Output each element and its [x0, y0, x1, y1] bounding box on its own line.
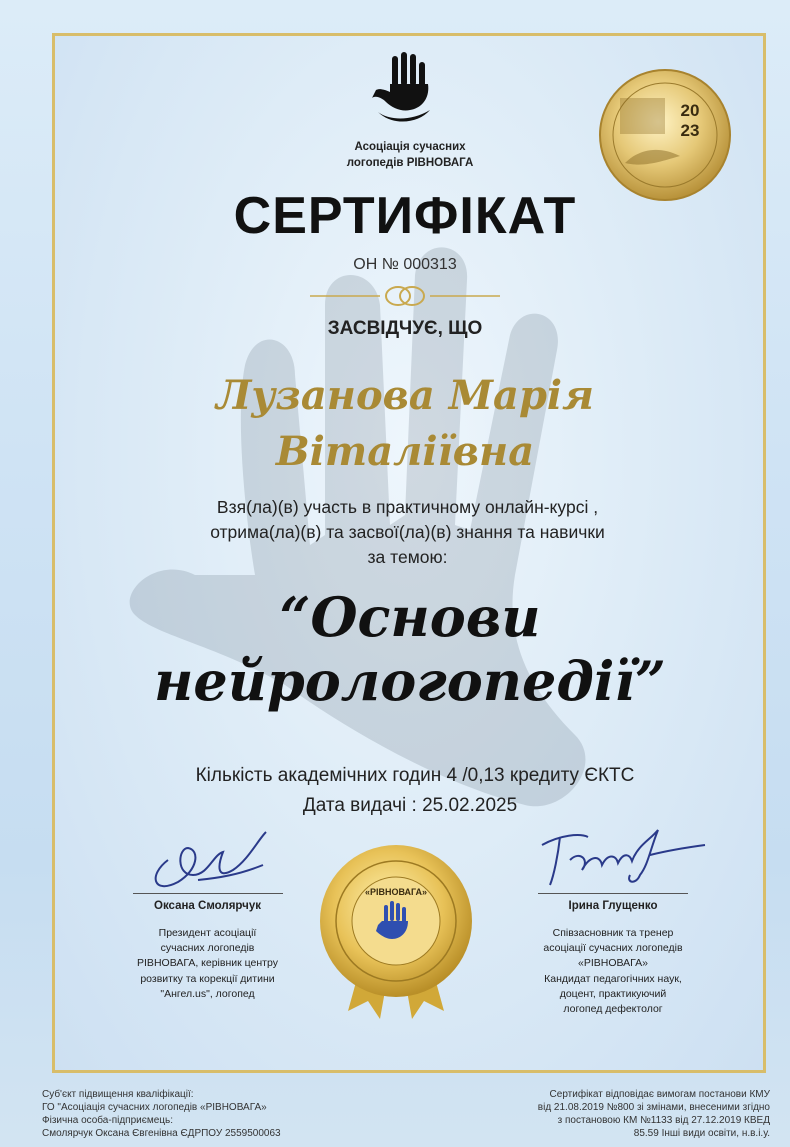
footer-left-info [42, 1088, 382, 1140]
medal-year-top: 20 [680, 101, 700, 120]
recipient-name-line: Віталіївна [275, 428, 535, 475]
certificate-number: ОН № 000313 [353, 256, 457, 273]
footer-right-line: від 21.08.2019 №800 зі змінами, внесеними згідно [537, 1102, 770, 1113]
signer-right-role-line: логопед дефектолог [563, 1003, 663, 1016]
organization-name [300, 140, 520, 171]
course-topic-line: “Основи [279, 585, 541, 649]
organization-name-line: логопедів РІВНОВАГА [346, 156, 474, 169]
footer-left-line: ГО "Асоціація сучасних логопедів «РІВНОВАГА» [42, 1102, 267, 1113]
signer-right-role-line: Співзасновник та тренер [552, 927, 674, 939]
signer-left-name: Оксана Смолярчук [154, 900, 261, 912]
signer-right [508, 893, 718, 1017]
hand-logo-icon [370, 50, 440, 125]
footer-left-line: Суб'єкт підвищення кваліфікації: [42, 1089, 194, 1100]
participation-line: Взя(ла)(в) участь в практичному онлайн-курсі , [216, 497, 599, 517]
signer-right-name: Ірина Глущенко [568, 900, 658, 912]
footer-right-line: з постановою КМ №1133 від 27.12.2019 КВЕД [557, 1115, 770, 1126]
seal-text: «РІВНОВАГА» [364, 887, 428, 897]
certificate-title: СЕРТИФІКАТ [233, 187, 577, 245]
signer-left-role-line: РІВНОВАГА, керівник центру [137, 957, 278, 970]
signer-right-role-line: «РІВНОВАГА» [578, 957, 648, 970]
recipient-name [130, 368, 680, 480]
award-medal-icon [590, 68, 740, 203]
course-topic-line: нейрологопедії” [154, 649, 666, 713]
participation-line: за темою: [367, 547, 448, 567]
signature-right-icon [530, 815, 710, 895]
issue-date: Дата видачі : 25.02.2025 [302, 795, 518, 816]
signer-left-role [115, 926, 300, 1002]
signer-left [115, 893, 300, 1002]
signer-left-role-line: сучасних логопедів [160, 942, 255, 955]
recipient-name-line: Лузанова Марія [216, 372, 594, 419]
footer-left-line: Фізична особа-підприємець: [42, 1115, 173, 1126]
signer-right-role-line: асоціації сучасних логопедів [543, 942, 683, 955]
signer-right-role-line: Кандидат педагогічних наук, [544, 972, 682, 985]
signature-left-icon [138, 820, 278, 895]
course-topic [120, 585, 700, 713]
medal-year-bottom: 23 [680, 121, 700, 140]
footer-right-line: Сертифікат відповідає вимогам постанови КМУ [549, 1089, 770, 1100]
footer-left-line: Смолярчук Оксана Євгенівна ЄДРПОУ 2559500063 [42, 1128, 281, 1139]
academic-hours: Кількість академічних годин 4 /0,13 кредиту ЄКТС [195, 765, 635, 786]
footer-right-info [430, 1088, 770, 1140]
participation-text [130, 495, 685, 570]
participation-line: отрима(ла)(в) та засвої(ла)(в) знання та навички [210, 522, 605, 542]
signer-right-role [508, 926, 718, 1017]
signer-right-role-line: доцент, практикуючий [559, 987, 667, 1000]
gold-seal-icon [318, 843, 474, 1019]
organization-name-line: Асоціація сучасних [354, 141, 466, 153]
signer-left-role-line: розвитку та корекції дитини [140, 972, 275, 985]
signer-left-role-line: "Ангел.us", логопед [160, 987, 255, 1000]
certifies-label: ЗАСВІДЧУЄ, ЩО [327, 318, 483, 339]
signer-left-role-line: Президент асоціації [158, 927, 257, 939]
gold-rings-divider-icon [310, 285, 500, 307]
footer-right-line: 85.59 Інші види освіти, н.в.і.у. [633, 1128, 770, 1139]
